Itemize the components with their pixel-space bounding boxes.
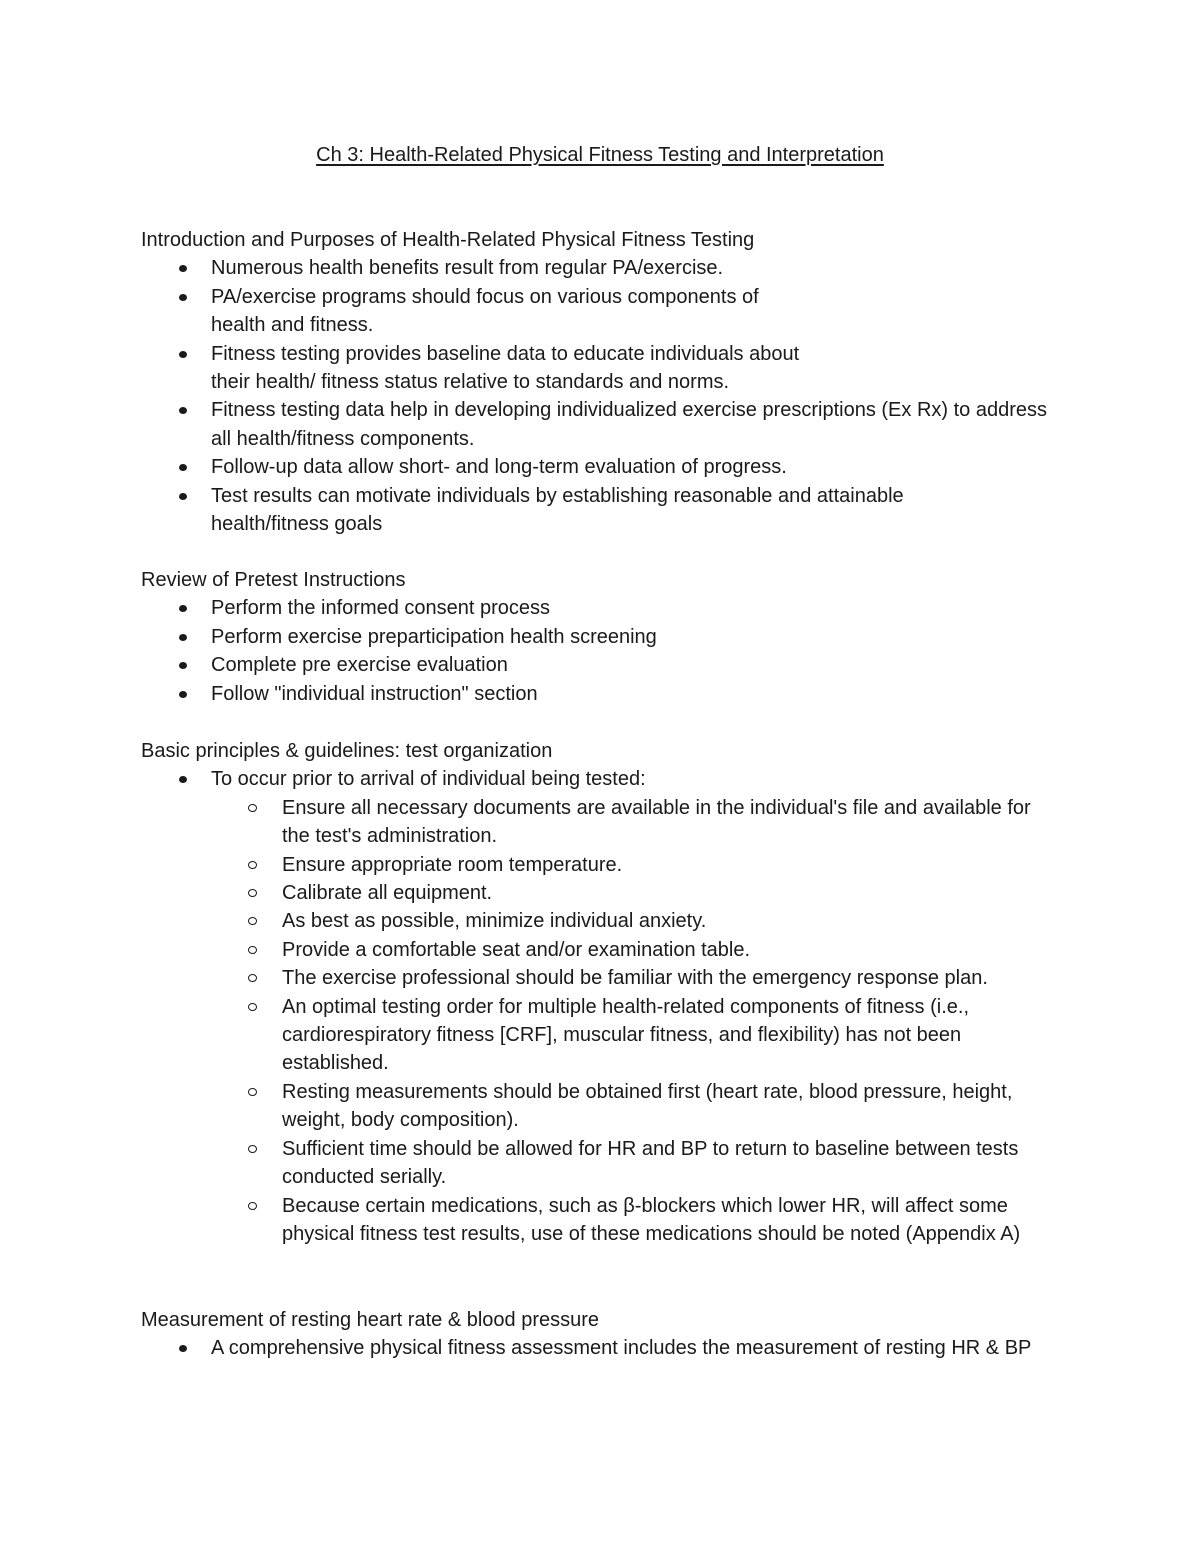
bullet-dot-icon xyxy=(179,634,187,641)
sub-list-item: Resting measurements should be obtained first (heart rate, blood pressure, height, weight, body composition). xyxy=(282,1078,1017,1135)
list-item: Numerous health benefits result from regular PA/exercise. xyxy=(211,254,811,282)
bullet-dot-icon xyxy=(179,605,187,612)
hollow-bullet-icon xyxy=(248,1145,257,1153)
sub-bullet-list xyxy=(211,794,1061,1249)
sub-list-item: Because certain medications, such as β-blockers which lower HR, will affect some physical fitness test results, use of these medications should be noted (Appendix A) xyxy=(282,1192,1027,1249)
sub-list-item: Sufficient time should be allowed for HR and BP to return to baseline between tests conducted serially. xyxy=(282,1135,1042,1192)
bullet-dot-icon xyxy=(179,407,187,414)
hollow-bullet-icon xyxy=(248,1003,257,1011)
bullet-dot-icon xyxy=(179,351,187,358)
bullet-list xyxy=(141,254,1101,538)
list-item: To occur prior to arrival of individual being tested: Ensure all necessary documents are available in the individual's file and available for the test's administration. Ensure appropriate room temperature. Calibrate all equipment. As best as possible, minimize individual anxiety. Provide a comfortable seat and/or examination table. The exercise professional should be familiar with the emergency response plan. An optimal testing order for multiple health-related components of fitness (i.e., cardiorespiratory fitness [CRF], muscular fitness, and flexibility) has not been established. Resting measurements should be obtained first (heart rate, blood pressure, height, weight, body composition). Sufficient time should be allowed for HR and BP to return to baseline between tests conducted serially. Because certain medications, such as β-blockers which lower HR, will affect some physical fitness test results, use of these medications should be noted (Appendix A) xyxy=(211,765,1061,1248)
list-item: Complete pre exercise evaluation xyxy=(211,651,1061,679)
hollow-bullet-icon xyxy=(248,1088,257,1096)
list-item: Fitness testing data help in developing individualized exercise prescriptions (Ex Rx) to address all health/fitness components. xyxy=(211,396,1061,453)
sub-list-item: Ensure appropriate room temperature. xyxy=(282,851,1062,879)
hollow-bullet-icon xyxy=(248,1202,257,1210)
sub-list-item: As best as possible, minimize individual anxiety. xyxy=(282,907,1062,935)
bullet-dot-icon xyxy=(179,776,187,783)
sub-list-item: The exercise professional should be familiar with the emergency response plan. xyxy=(282,964,1062,992)
list-item: Test results can motivate individuals by establishing reasonable and attainable health/fitness goals xyxy=(211,482,971,539)
bullet-list xyxy=(141,1334,1101,1362)
section-resting-measurement xyxy=(141,1306,1101,1363)
sub-list-item: An optimal testing order for multiple health-related components of fitness (i.e., cardiorespiratory fitness [CRF], muscular fitness, and flexibility) has not been established. xyxy=(282,993,1027,1078)
sub-list-item: Calibrate all equipment. xyxy=(282,879,1062,907)
section-pretest-instructions xyxy=(141,566,1101,708)
bullet-dot-icon xyxy=(179,493,187,500)
hollow-bullet-icon xyxy=(248,946,257,954)
sub-list-item: Ensure all necessary documents are available in the individual's file and available for the test's administration. xyxy=(282,794,1062,851)
list-item: Perform exercise preparticipation health screening xyxy=(211,623,1061,651)
list-item: PA/exercise programs should focus on various components of health and fitness. xyxy=(211,283,811,340)
section-test-organization xyxy=(141,737,1101,1248)
bullet-dot-icon xyxy=(179,265,187,272)
list-item: Follow "individual instruction" section xyxy=(211,680,1061,708)
hollow-bullet-icon xyxy=(248,889,257,897)
list-item: A comprehensive physical fitness assessment includes the measurement of resting HR & BP xyxy=(211,1334,1061,1362)
sub-list-item: Provide a comfortable seat and/or examination table. xyxy=(282,936,1062,964)
section-heading: Measurement of resting heart rate & blood pressure xyxy=(141,1309,600,1331)
page-title: Ch 3: Health-Related Physical Fitness Testing and Interpretation xyxy=(316,144,884,166)
list-item: Follow-up data allow short- and long-term evaluation of progress. xyxy=(211,453,1061,481)
list-item: Fitness testing provides baseline data to educate individuals about their health/ fitness status relative to standards and norms. xyxy=(211,340,811,397)
hollow-bullet-icon xyxy=(248,917,257,925)
section-heading: Review of Pretest Instructions xyxy=(141,569,406,591)
bullet-dot-icon xyxy=(179,662,187,669)
list-item: Perform the informed consent process xyxy=(211,594,1061,622)
bullet-dot-icon xyxy=(179,691,187,698)
section-heading: Basic principles & guidelines: test organization xyxy=(141,740,553,762)
section-heading: Introduction and Purposes of Health-Related Physical Fitness Testing xyxy=(141,229,755,251)
hollow-bullet-icon xyxy=(248,861,257,869)
bullet-list xyxy=(141,594,1101,708)
bullet-dot-icon xyxy=(179,464,187,471)
bullet-dot-icon xyxy=(179,1345,187,1352)
bullet-list xyxy=(141,765,1101,1248)
section-introduction xyxy=(141,226,1101,538)
bullet-dot-icon xyxy=(179,294,187,301)
hollow-bullet-icon xyxy=(248,804,257,812)
hollow-bullet-icon xyxy=(248,974,257,982)
